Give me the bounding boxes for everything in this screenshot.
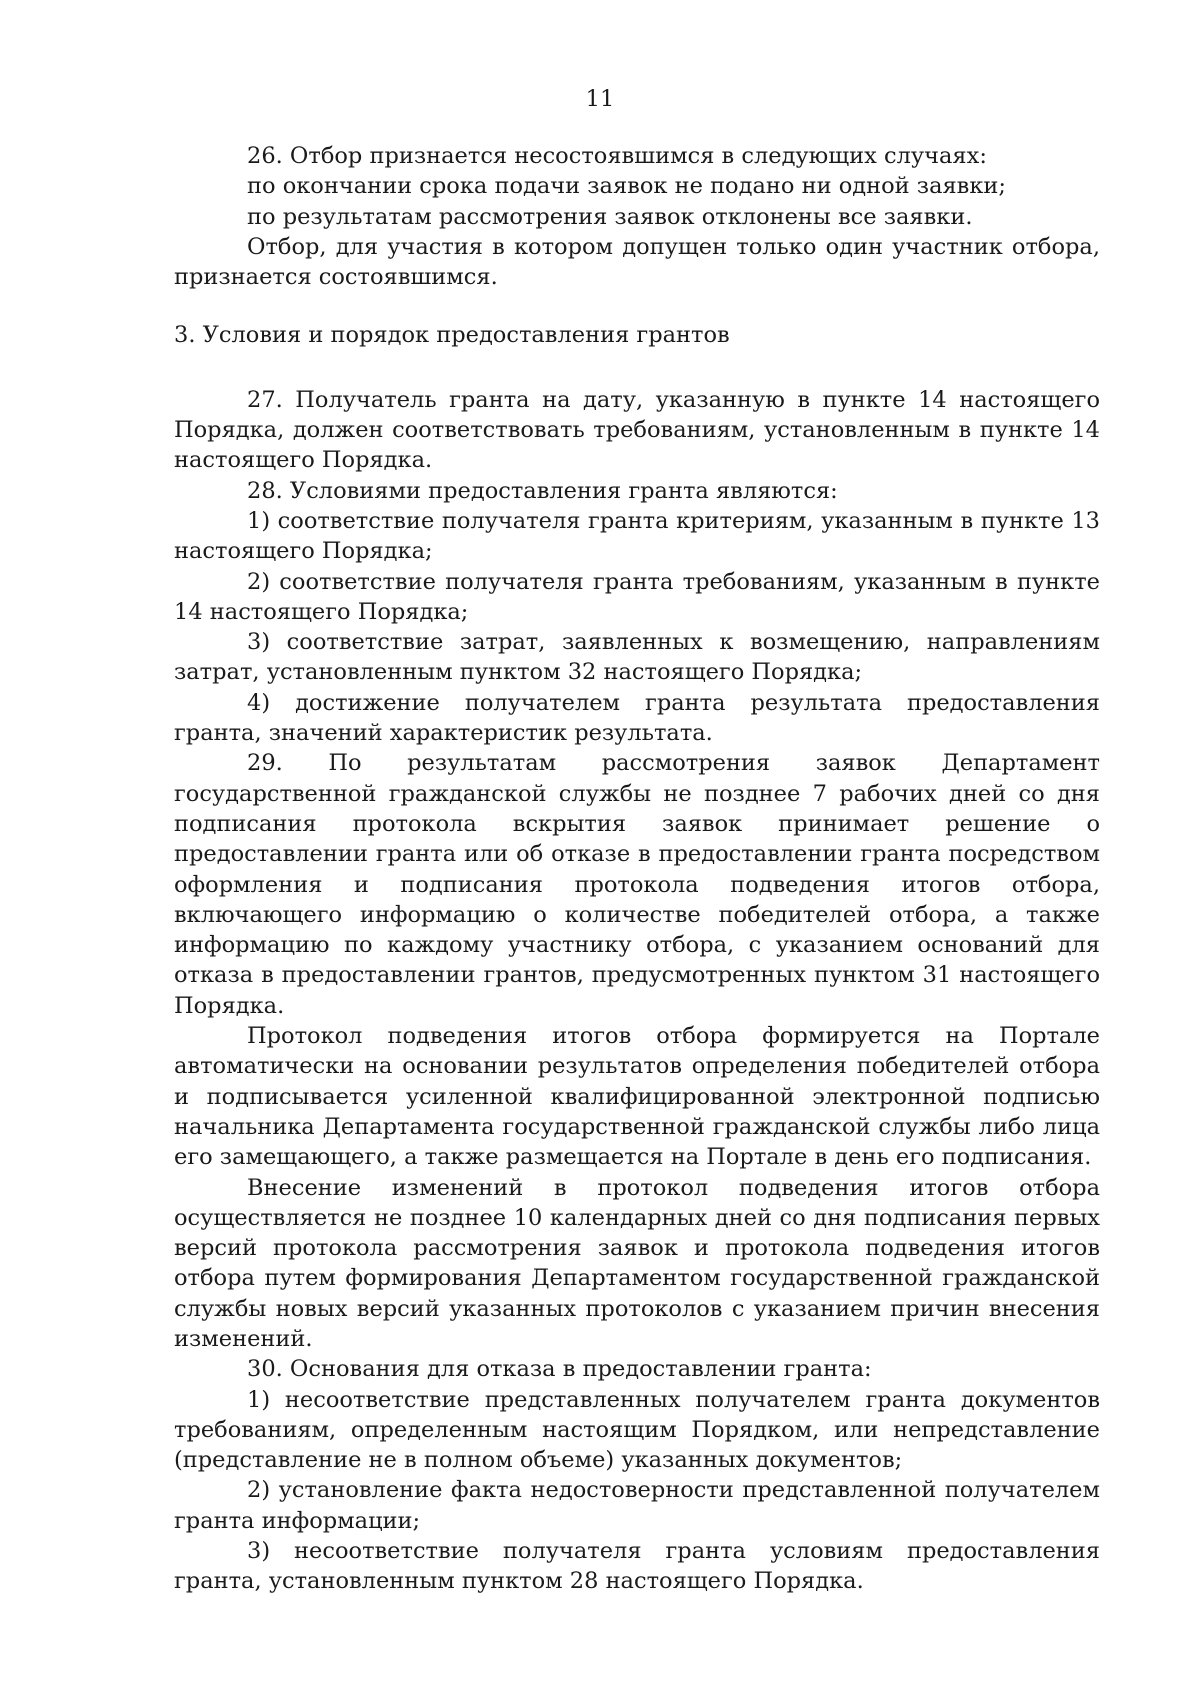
paragraph-28-item-1: 1) соответствие получателя гранта критериям, указанным в пункте 13 настоящего Порядка;	[174, 507, 1100, 565]
paragraph-28-item-3: 3) соответствие затрат, заявленных к возмещению, направлениям затрат, установленным пунктом 32 настоящего Порядка;	[174, 629, 1100, 686]
paragraph-28: 28. Условиями предоставления гранта являются:	[247, 477, 838, 504]
paragraph-29-changes: Внесение изменений в протокол подведения итогов отбора осуществляется не позднее 10 календарных дней со дня подписания первых версий протокола рассмотрения заявок и протокола подведения итогов отбора путем формирования Департаментом государственной гражданской службы новых версий указанных протоколов с указанием причин внесения изменений.	[174, 1174, 1100, 1352]
paragraph-30: 30. Основания для отказа в предоставлении гранта:	[247, 1356, 872, 1383]
paragraph-28-item-2: 2) соответствие получателя гранта требованиям, указанным в пункте 14 настоящего Порядка;	[174, 568, 1100, 625]
page-number: 11	[585, 86, 615, 112]
paragraph-27: 27. Получатель гранта на дату, указанную в пункте 14 настоящего Порядка, должен соответствовать требованиям, установленным в пункте 14 настоящего Порядка.	[174, 386, 1100, 474]
paragraph-26: 26. Отбор признается несостоявшимся в следующих случаях:	[247, 143, 987, 169]
paragraph-30-item-3: 3) несоответствие получателя гранта условиям предоставления гранта, установленным пунктом 28 настоящего Порядка.	[174, 1538, 1100, 1595]
document-body	[174, 141, 1100, 1597]
section-heading: 3. Условия и порядок предоставления грантов	[174, 322, 730, 349]
paragraph-26-case-1: по окончании срока подачи заявок не подано ни одной заявки;	[247, 173, 1006, 200]
paragraph-30-item-2: 2) установление факта недостоверности представленной получателем гранта информации;	[174, 1477, 1100, 1534]
paragraph-28-item-4: 4) достижение получателем гранта результата предоставления гранта, значений характеристик результата.	[174, 689, 1100, 747]
paragraph-29-protocol: Протокол подведения итогов отбора формируется на Портале автоматически на основании результатов определения победителей отбора и подписывается усиленной квалифицированной электронной подписью начальника Департамента государственной гражданской службы либо лица его замещающего, а также размещается на Портале в день его подписания.	[174, 1023, 1100, 1171]
paragraph-26-note: Отбор, для участия в котором допущен только один участник отбора, признается состоявшимся.	[174, 233, 1100, 291]
paragraph-26-case-2: по результатам рассмотрения заявок отклонены все заявки.	[247, 203, 973, 230]
paragraph-30-item-1: 1) несоответствие представленных получателем гранта документов требованиям, определенным настоящим Порядком, или непредставление (представление не в полном объеме) указанных документов;	[174, 1386, 1100, 1474]
paragraph-29: 29. По результатам рассмотрения заявок Департамент государственной гражданской службы не позднее 7 рабочих дней со дня подписания протокола вскрытия заявок принимает решение о предоставлении гранта или об отказе в предоставлении гранта посредством оформления и подписания протокола подведения итогов отбора, включающего информацию о количестве победителей отбора, а также информацию по каждому участнику отбора, с указанием оснований для отказа в предоставлении грантов, предусмотренных пунктом 31 настоящего Порядка.	[174, 750, 1100, 1019]
